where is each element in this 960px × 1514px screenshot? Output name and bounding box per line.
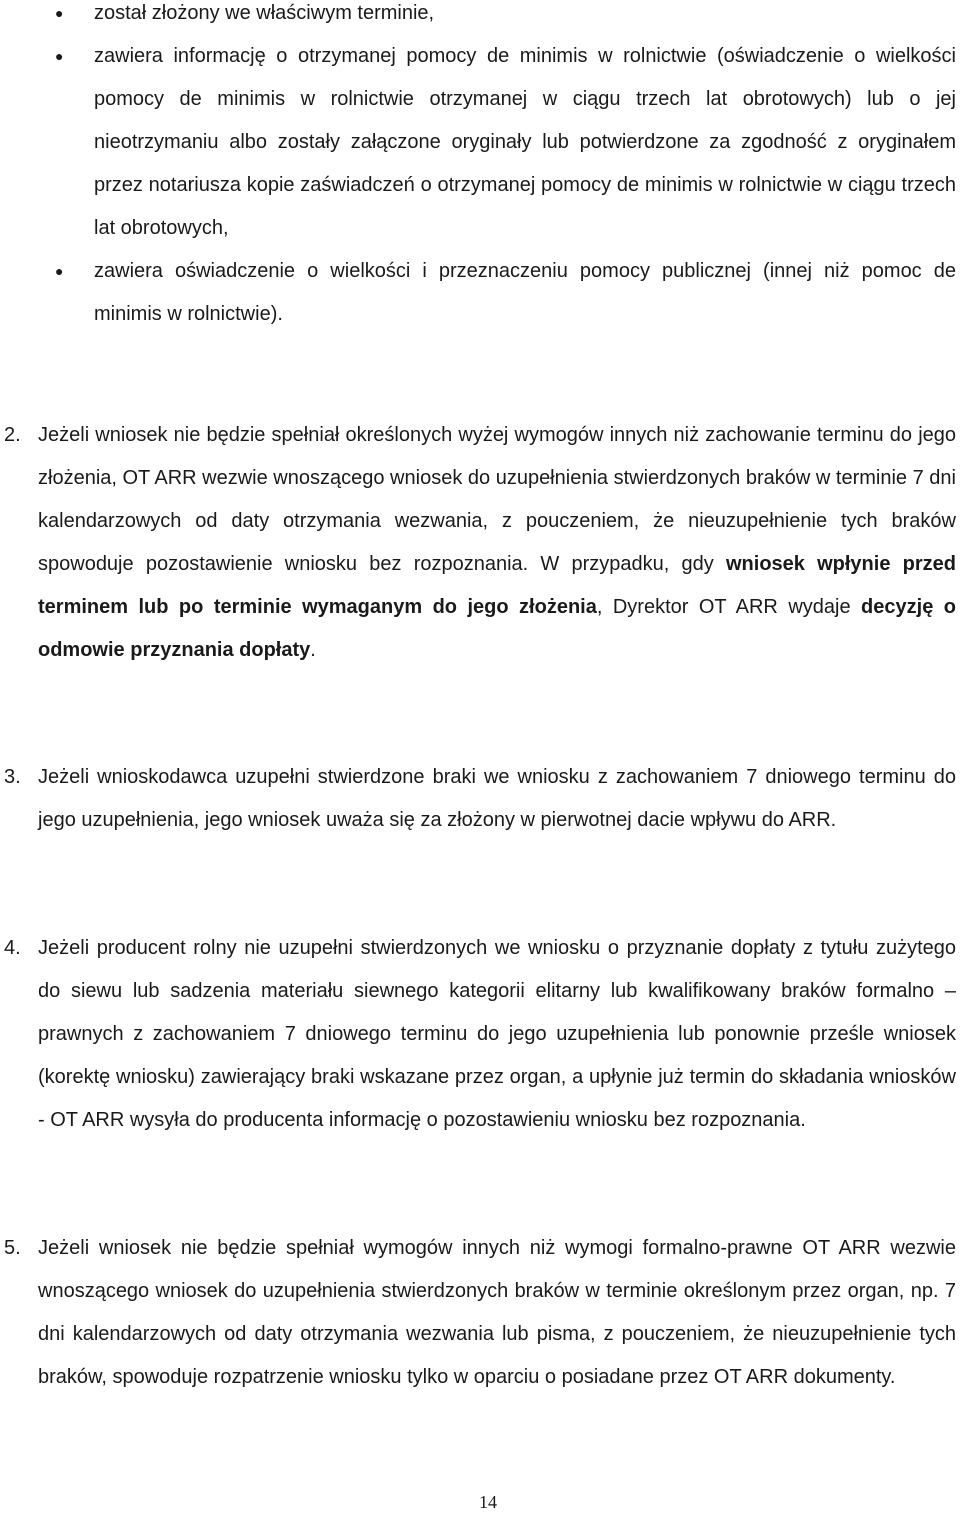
bold-text: decyzję o odmowie przyznania dopłaty	[38, 596, 956, 661]
paragraph-text: Jeżeli wniosek nie będzie spełniał wymogów innych niż wymogi formalno-prawne OT ARR wezwie wnoszącego wniosek do uzupełnienia stwierdzonych braków w terminie określonym przez organ, np. 7 dni kalendarzowych od daty otrzymania wezwania lub pisma, z pouczeniem, że nieuzupełnienie tych braków, spowoduje rozpatrzenie wniosku tylko w oparciu o posiadane przez OT ARR dokumenty.	[38, 1237, 956, 1388]
bullet-dot-icon: ●	[55, 48, 64, 64]
paragraph-text: .	[310, 639, 316, 661]
paragraph-text: Jeżeli wniosek nie będzie spełniał określonych wyżej wymogów innych niż zachowanie terminu do jego złożenia, OT ARR wezwie wnoszącego wniosek do uzupełnienia stwierdzonych braków w terminie 7 dni kalendarzowych od daty otrzymania wezwania, z pouczeniem, że nieuzupełnienie tych braków spowoduje pozostawienie wniosku bez rozpoznania. W przypadku, gdy	[38, 424, 956, 575]
page-number: 14	[479, 1492, 497, 1512]
bullet-item	[0, 250, 960, 336]
paragraph-text: Jeżeli producent rolny nie uzupełni stwierdzonych we wniosku o przyznanie dopłaty z tytułu zużytego do siewu lub sadzenia materiału siewnego kategorii elitarny lub kwalifikowany braków formalno – prawnych z zachowaniem 7 dniowego terminu do jego uzupełnienia lub ponownie prześle wniosek (korektę wniosku) zawierający braki wskazane przez organ, a upłynie już termin do składania wniosków - OT ARR wysyła do producenta informację o pozostawieniu wniosku bez rozpoznania.	[38, 937, 956, 1131]
bullet-text: zawiera informację o otrzymanej pomocy de minimis w rolnictwie (oświadczenie o wielkości pomocy de minimis w rolnictwie otrzymanej w ciągu trzech lat obrotowych) lub o jej nieotrzymaniu albo zostały załączone oryginały lub potwierdzone za zgodność z oryginałem przez notariusza kopie zaświadczeń o otrzymanej pomocy de minimis w rolnictwie w ciągu trzech lat obrotowych,	[94, 45, 956, 239]
paragraph-5	[0, 1227, 960, 1399]
bullet-dot-icon: ●	[55, 263, 64, 279]
paragraph-number: 4.	[4, 937, 21, 959]
bullet-list	[0, 0, 960, 336]
paragraph-body	[38, 414, 956, 672]
bullet-text: został złożony we właściwym terminie,	[94, 2, 435, 24]
paragraph-2	[0, 414, 960, 672]
paragraph-3	[0, 756, 960, 842]
paragraph-text: Jeżeli wnioskodawca uzupełni stwierdzone braki we wniosku z zachowaniem 7 dniowego terminu do jego uzupełnienia, jego wniosek uważa się za złożony w pierwotnej dacie wpływu do ARR.	[38, 766, 956, 831]
paragraph-4	[0, 927, 960, 1142]
bullet-text: zawiera oświadczenie o wielkości i przeznaczeniu pomocy publicznej (innej niż pomoc de minimis w rolnictwie).	[94, 260, 956, 325]
paragraph-number: 5.	[4, 1237, 21, 1259]
paragraph-number: 3.	[4, 766, 21, 788]
bold-text: wniosek wpłynie przed terminem lub po terminie wymaganym do jego złożenia	[38, 553, 956, 618]
bullet-item	[0, 35, 960, 250]
paragraph-number: 2.	[4, 424, 21, 446]
bullet-item	[0, 0, 960, 35]
paragraph-text: , Dyrektor OT ARR wydaje	[596, 596, 862, 618]
bullet-dot-icon: ●	[55, 5, 64, 21]
